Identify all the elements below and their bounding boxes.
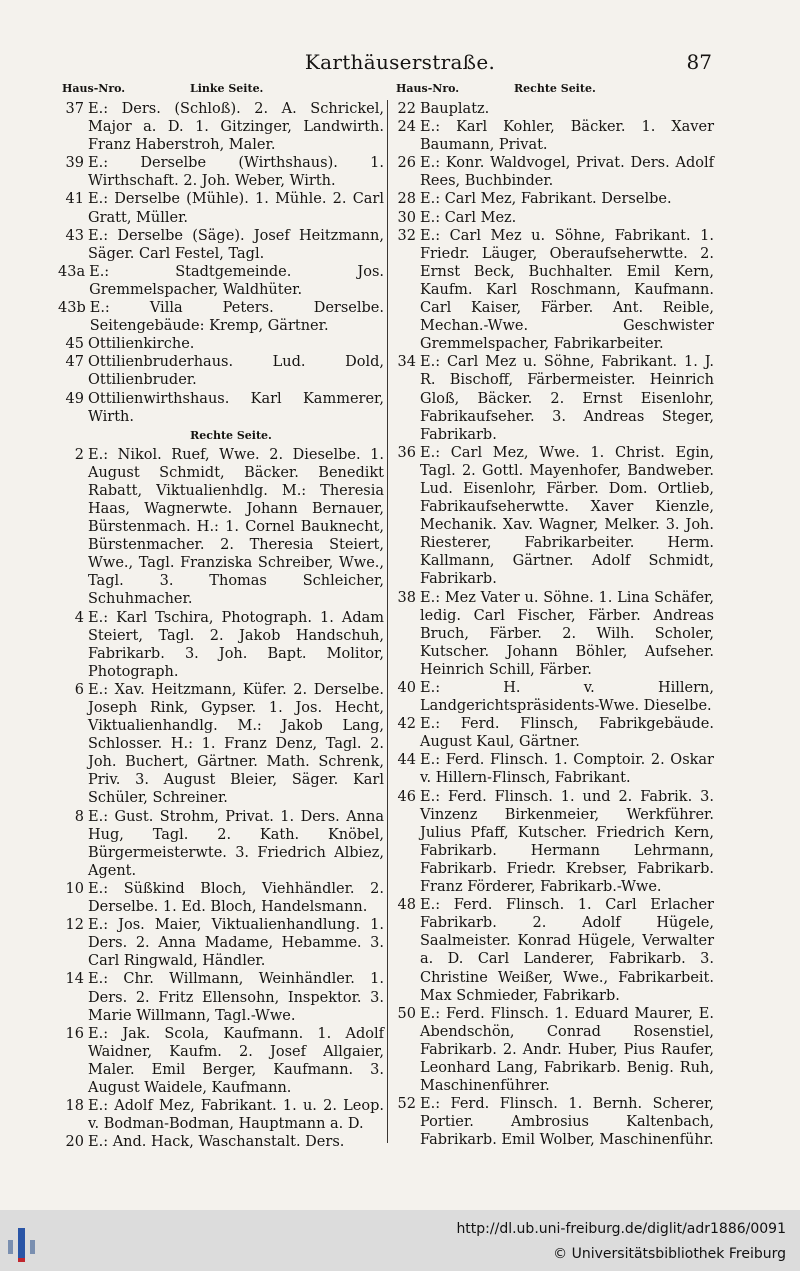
address-entry <box>58 190 384 226</box>
address-entry <box>392 227 714 354</box>
address-entry <box>392 715 714 751</box>
address-entry <box>58 100 384 154</box>
address-entry <box>392 589 714 679</box>
residents-text: E.: Carl Mez, Wwe. 1. Christ. Egin, Tagl. 2. Gottl. Mayenhofer, Bandweber. Lud. Eisenlohr, Färber. Dom. Ortlieb, Fabrikaufseherwtte. Xaver Kienzle, Mechanik. Xav. Wagner, Melker. 3. Joh. Riesterer, Fabrikarbeiter. Herm. Kallmann, Gärtner. Adolf Schmidt, Fabrikarb. <box>420 444 714 588</box>
house-number: 39 <box>65 155 84 172</box>
address-entry <box>58 609 384 681</box>
house-number: 6 <box>74 681 84 698</box>
house-number: 42 <box>397 716 416 733</box>
residents-text: E.: Ferd. Flinsch. 1. Carl Erlacher Fabrikarb. 2. Adolf Hügele, Saalmeister. Konrad Hügele, Verwalter a. D. Carl Landerer, Fabrikarb. 3. Christine Weißer, Wwe., Fabrikarbeit. Max Schmieder, Fabrikarb. <box>420 897 714 1004</box>
residents-text: E.: Derselbe (Mühle). 1. Mühle. 2. Carl Gratt, Müller. <box>88 191 384 226</box>
residents-text: Ottilienwirthshaus. Karl Kammerer, Wirth. <box>88 390 384 425</box>
house-number: 49 <box>65 390 84 407</box>
address-entry <box>58 335 384 353</box>
house-number: 12 <box>65 917 84 934</box>
address-entry <box>58 299 384 335</box>
house-number: 26 <box>397 155 416 172</box>
residents-text: Bauplatz. <box>420 101 490 117</box>
right-side-label: Rechte Seite. <box>514 82 596 95</box>
residents-text: E.: Villa Peters. Derselbe. Seitengebäude: Kremp, Gärtner. <box>89 300 384 335</box>
house-number: 22 <box>397 101 416 117</box>
left-side-label: Linke Seite. <box>190 82 264 95</box>
house-number: 46 <box>397 788 416 805</box>
address-entry <box>58 681 384 808</box>
address-entry <box>392 788 714 897</box>
residents-text: E.: Carl Mez, Fabrikant. Derselbe. <box>420 191 672 208</box>
left-subheading: Rechte Seite. <box>190 428 272 442</box>
residents-text: E.: Ferd. Flinsch. 1. und 2. Fabrik. 3. Vinzenz Birkenmeier, Werkführer. Julius Pfaff, Kutscher. Friedrich Kern, Fabrikarb. Hermann Lehrmann, Fabrikarb. Friedr. Krebser, Fabrikarb. Franz Förderer, Fabrikarb.-Wwe. <box>420 788 714 896</box>
house-number: 20 <box>65 1134 84 1151</box>
address-entry <box>392 896 714 1005</box>
house-number: 2 <box>74 446 84 463</box>
residents-text: E.: Ferd. Flinsch. 1. Comptoir. 2. Oskar v. Hillern-Flinsch, Fabrikant. <box>420 752 714 787</box>
residents-text: E.: Nikol. Ruef, Wwe. 2. Dieselbe. 1. August Schmidt, Bäcker. Benedikt Rabatt, Viktualienhdlg. M.: Theresia Haas, Wagnerwte. Johann Bernauer, Bürstenmach. H.: 1. Cornel Bauknecht, Bürstenmacher. 2. Theresia Steiert, Wwe., Tagl. Franziska Schreiber, Wwe., Tagl. 3. Thomas Schleicher, Schuhmacher. <box>88 446 384 608</box>
address-entry <box>392 209 714 227</box>
house-number: 8 <box>74 808 84 825</box>
residents-text: E.: Mez Vater u. Söhne. 1. Lina Schäfer, ledig. Carl Fischer, Färber. Andreas Bruch, Färber. 2. Wilh. Scholer, Kutscher. Johann Böhler, Aufseher. Heinrich Schill, Färber. <box>420 589 714 678</box>
house-number: 37 <box>65 101 84 117</box>
column-divider <box>387 100 388 1143</box>
address-entry <box>58 916 384 970</box>
address-entry <box>58 353 384 389</box>
house-number: 16 <box>65 1025 84 1042</box>
footer-bar <box>0 1210 800 1271</box>
residents-text: E.: Jos. Maier, Viktualienhandlung. 1. Ders. 2. Anna Madame, Hebamme. 3. Carl Ringwald, Händler. <box>88 917 384 970</box>
page-title: Karthäuserstraße. <box>304 50 496 74</box>
source-url-link[interactable]: http://dl.ub.uni-freiburg.de/diglit/adr1886/0091 <box>456 1221 786 1237</box>
residents-text: E.: Ferd. Flinsch. 1. Eduard Maurer, E. Abendschön, Conrad Rosenstiel, Fabrikarb. 2. Andr. Huber, Pius Raufer, Leonhard Lang, Fabrikarb. Benig. Ruh, Maschinenführer. <box>420 1005 714 1095</box>
address-entry <box>392 100 714 118</box>
address-entry <box>58 1025 384 1097</box>
left-entries-right-side <box>58 446 384 1152</box>
left-column <box>58 100 384 1151</box>
address-entry <box>58 227 384 263</box>
residents-text: E.: Gust. Strohm, Privat. 1. Ders. Anna Hug, Tagl. 2. Kath. Knöbel, Bürgermeisterwte. 3. Friedrich Albiez, Agent. <box>88 808 384 879</box>
house-number: 43b <box>58 300 86 317</box>
address-entry <box>392 190 714 208</box>
residents-text: E.: Chr. Willmann, Weinhändler. 1. Ders. 2. Fritz Ellensohn, Inspektor. 3. Marie Willmann, Tagl.-Wwe. <box>88 971 384 1024</box>
address-entry <box>58 390 384 426</box>
house-number: 38 <box>397 589 416 606</box>
address-entry <box>58 1133 384 1151</box>
house-number: 40 <box>397 680 416 696</box>
residents-text: E.: Carl Mez u. Söhne, Fabrikant. 1. J. R. Bischoff, Färbermeister. Heinrich Gloß, Bäcker. 2. Ernst Eisenlohr, Fabrikaufseher. 3. Andreas Steger, Fabrikarb. <box>420 354 714 443</box>
residents-text: E.: Carl Mez. <box>420 209 517 226</box>
address-entry <box>392 1095 714 1149</box>
residents-text: E.: Süßkind Bloch, Viehhändler. 2. Derselbe. 1. Ed. Bloch, Handelsmann. <box>88 880 384 916</box>
address-entry <box>392 679 714 715</box>
house-number: 14 <box>65 971 84 988</box>
address-entry <box>58 808 384 880</box>
residents-text: E.: Ders. (Schloß). 2. A. Schrickel, Major a. D. 1. Gitzinger, Landwirth. Franz Haberstroh, Maler. <box>88 101 384 154</box>
right-house-number-label: Haus-Nro. <box>396 82 460 95</box>
house-number: 50 <box>397 1005 416 1022</box>
address-entry <box>58 970 384 1024</box>
house-number: 41 <box>65 191 84 208</box>
house-number: 10 <box>65 880 84 897</box>
residents-text: E.: Derselbe (Wirthshaus). 1. Wirthschaft. 2. Joh. Weber, Wirth. <box>88 155 384 190</box>
page-header <box>0 50 800 80</box>
house-number: 36 <box>397 444 416 461</box>
house-number: 34 <box>397 354 416 371</box>
ub-freiburg-logo-icon <box>4 1220 44 1264</box>
house-number: 30 <box>397 209 416 226</box>
residents-text: E.: Jak. Scola, Kaufmann. 1. Adolf Waidner, Kaufm. 2. Josef Allgaier, Maler. Emil Berger, Kaufmann. 3. August Waidele, Kaufmann. <box>88 1025 384 1096</box>
address-entry <box>392 118 714 154</box>
house-number: 48 <box>397 897 416 914</box>
residents-text: E.: H. v. Hillern, Landgerichtspräsidents-Wwe. Dieselbe. <box>420 680 714 715</box>
house-number: 18 <box>65 1098 84 1115</box>
house-number: 32 <box>397 227 416 244</box>
house-number: 47 <box>65 354 84 371</box>
residents-text: E.: Karl Kohler, Bäcker. 1. Xaver Baumann, Privat. <box>420 119 714 154</box>
copyright-text: © Universitätsbibliothek Freiburg <box>553 1246 786 1262</box>
address-entry <box>58 263 384 299</box>
address-entry <box>58 1097 384 1133</box>
house-number: 24 <box>397 119 416 136</box>
residents-text: E.: Adolf Mez, Fabrikant. 1. u. 2. Leop. v. Bodman-Bodman, Hauptmann a. D. <box>88 1098 384 1133</box>
residents-text: E.: Derselbe (Säge). Josef Heitzmann, Säger. Carl Festel, Tagl. <box>88 227 384 262</box>
page-number: 87 <box>686 50 712 74</box>
house-number: 44 <box>397 752 416 769</box>
residents-text: E.: Ferd. Flinsch. 1. Bernh. Scherer, Portier. Ambrosius Kaltenbach, Fabrikarb. Emil Wolber, Maschinenführ. <box>420 1096 714 1149</box>
address-entry <box>58 446 384 609</box>
address-entry <box>392 154 714 190</box>
house-number: 28 <box>397 191 416 208</box>
right-column <box>392 100 714 1149</box>
residents-text: E.: And. Hack, Waschanstalt. Ders. <box>88 1134 345 1151</box>
right-entries <box>392 100 714 1149</box>
residents-text: Ottilienbruderhaus. Lud. Dold, Ottilienbruder. <box>88 354 384 389</box>
address-entry <box>58 880 384 916</box>
address-entry <box>392 353 714 443</box>
residents-text: E.: Xav. Heitzmann, Küfer. 2. Derselbe. Joseph Rink, Gypser. 1. Jos. Hecht, Viktualienhandlg. M.: Jakob Lang, Schlosser. H.: 1. Franz Denz, Tagl. 2. Joh. Buchert, Gärtner. Math. Schrenk, Priv. 3. August Bleier, Säger. Karl Schüler, Schreiner. <box>88 681 384 807</box>
address-entry <box>58 154 384 190</box>
residents-text: E.: Stadtgemeinde. Jos. Gremmelspacher, Waldhüter. <box>89 263 384 298</box>
address-entry <box>392 1005 714 1095</box>
left-house-number-label: Haus-Nro. <box>62 82 126 95</box>
residents-text: E.: Karl Tschira, Photograph. 1. Adam Steiert, Tagl. 2. Jakob Handschuh, Fabrikarb. 3. Joh. Bapt. Molitor, Photograph. <box>88 609 384 680</box>
left-entries <box>58 100 384 426</box>
address-entry <box>392 444 714 589</box>
address-entry <box>392 751 714 787</box>
residents-text: E.: Konr. Waldvogel, Privat. Ders. Adolf Rees, Buchbinder. <box>420 155 714 190</box>
residents-text: Ottilienkirche. <box>88 336 195 353</box>
house-number: 52 <box>397 1096 416 1113</box>
residents-text: E.: Carl Mez u. Söhne, Fabrikant. 1. Friedr. Läuger, Oberaufseherwtte. 2. Ernst Beck, Buchhalter. Emil Kern, Kaufm. Karl Roschmann, Kaufmann. Carl Kaiser, Färber. Ant. Reible, Mechan.-Wwe. Geschwister Gremmelspacher, Fabrikarbeiter. <box>420 227 714 353</box>
residents-text: E.: Ferd. Flinsch, Fabrikgebäude. August Kaul, Gärtner. <box>420 716 714 751</box>
house-number: 43 <box>65 227 84 244</box>
house-number: 45 <box>65 336 84 353</box>
right-column-header <box>396 82 716 100</box>
house-number: 4 <box>74 609 84 626</box>
house-number: 43a <box>58 263 86 280</box>
left-column-header <box>62 82 382 100</box>
